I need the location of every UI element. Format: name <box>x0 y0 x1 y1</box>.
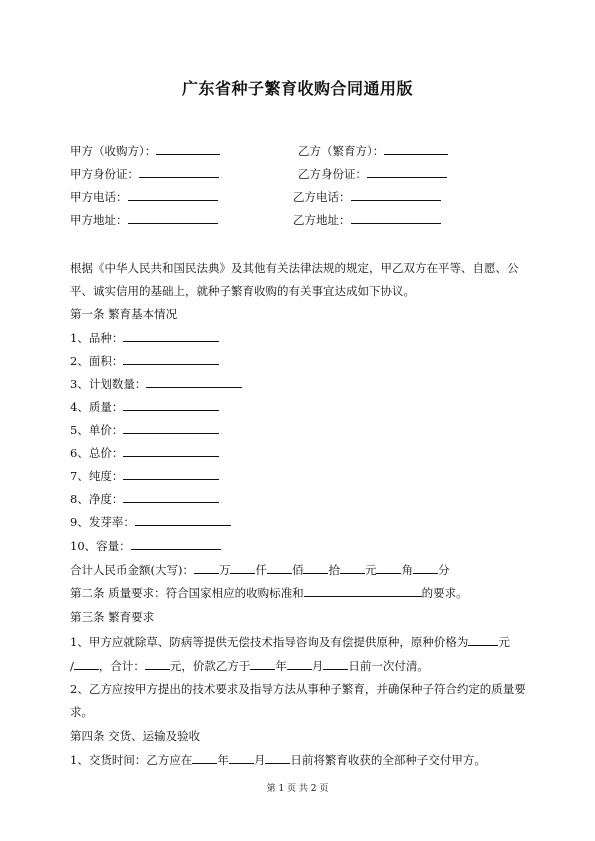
pay-day-blank[interactable] <box>323 658 348 670</box>
article2-standard-blank[interactable] <box>304 585 422 597</box>
item-variety <box>70 330 219 345</box>
payment-text: 元，价款乙方于 <box>169 659 251 673</box>
phone-b-label: 乙方电话： <box>293 190 351 204</box>
item-total-price-blank[interactable] <box>123 445 219 457</box>
item-variety-blank[interactable] <box>123 330 219 342</box>
per-unit-slash: / <box>70 659 74 673</box>
delivery-month-label: 月 <box>253 753 266 767</box>
item-quality <box>70 399 219 414</box>
party-b-blank[interactable] <box>384 143 448 155</box>
seed-price-unit: 元 <box>498 635 510 649</box>
article4-clause1 <box>70 752 486 767</box>
item-area <box>70 353 219 368</box>
id-a-blank[interactable] <box>139 166 219 178</box>
preamble: 根据《中华人民共和国民法典》及其他有关法律法规的规定，甲乙双方在平等、自愿、公平、诚实信用的基础上，就种子繁育收购的有关事宜达成如下协议。 <box>70 261 519 298</box>
id-a-line <box>70 166 219 181</box>
item-capacity-blank[interactable] <box>131 538 221 550</box>
pay-month-blank[interactable] <box>287 658 312 670</box>
item-cleanliness-label: 8、净度： <box>70 492 124 506</box>
amount-unit-fen: 分 <box>437 563 450 577</box>
item-capacity <box>70 538 221 553</box>
delivery-rest: 日前将繁育收获的全部种子交付甲方。 <box>290 753 486 767</box>
article2-suffix: 的要求。 <box>421 586 468 600</box>
item-purity <box>70 468 219 483</box>
delivery-text: 1、交货时间：乙方应在 <box>70 753 193 767</box>
id-b-label: 乙方身份证： <box>298 167 367 181</box>
amount-unit-shi: 拾 <box>328 563 340 577</box>
pay-month-label: 月 <box>311 659 324 673</box>
article3-clause2: 2、乙方应按甲方提出的技术要求及指导方法从事种子繁育，并确保种子符合约定的质量要求。 <box>70 682 526 719</box>
party-a-line <box>70 143 220 158</box>
article2-line <box>70 585 468 600</box>
item-unit-price-label: 5、单价： <box>70 423 124 437</box>
page-footer: 第 1 页 共 2 页 <box>266 784 329 794</box>
phone-a-blank[interactable] <box>128 189 218 201</box>
item-total-price <box>70 445 219 460</box>
item-area-blank[interactable] <box>123 353 219 365</box>
subtotal-blank[interactable] <box>145 658 170 670</box>
addr-a-label: 甲方地址： <box>70 213 128 227</box>
pay-day-label: 日前一次付清。 <box>348 659 429 673</box>
amount-wan-blank[interactable] <box>194 562 219 574</box>
id-a-label: 甲方身份证： <box>70 167 139 181</box>
phone-a-line <box>70 189 218 204</box>
addr-b-blank[interactable] <box>351 212 441 224</box>
article3-clause1-text: 1、甲方应就除草、防病等提供无偿技术指导咨询及有偿提供原种，原种价格为 <box>70 635 469 649</box>
article3-clause1-line1 <box>70 634 510 649</box>
addr-b-line <box>293 212 441 227</box>
item-unit-price-blank[interactable] <box>123 422 219 434</box>
addr-a-line <box>70 212 218 227</box>
page-title: 广东省种子繁育收购合同通用版 <box>181 79 413 98</box>
item-variety-label: 1、品种： <box>70 331 124 345</box>
item-quality-label: 4、质量： <box>70 400 124 414</box>
article4-heading: 第四条 交货、运输及验收 <box>70 729 201 743</box>
amount-unit-jiao: 角 <box>401 563 413 577</box>
article1-heading: 第一条 繁育基本情况 <box>70 307 178 321</box>
amount-unit-wan: 万 <box>218 563 231 577</box>
item-cleanliness <box>70 491 219 506</box>
addr-a-blank[interactable] <box>128 212 218 224</box>
item-germination-label: 9、发芽率： <box>70 515 135 529</box>
amount-label: 合计人民币金额(大写)： <box>70 563 194 577</box>
per-unit-blank[interactable] <box>74 658 99 670</box>
article2-prefix: 第二条 质量要求：符合国家相应的收购标准和 <box>70 586 304 600</box>
item-purity-blank[interactable] <box>123 468 219 480</box>
amount-unit-bai: 佰 <box>291 563 304 577</box>
item-germination <box>70 514 231 529</box>
phone-a-label: 甲方电话： <box>70 190 128 204</box>
delivery-day-blank[interactable] <box>265 752 290 764</box>
delivery-month-blank[interactable] <box>229 752 254 764</box>
amount-jiao-blank[interactable] <box>376 562 401 574</box>
amount-qian-blank[interactable] <box>230 562 255 574</box>
amount-bai-blank[interactable] <box>267 562 292 574</box>
party-b-line <box>298 143 448 158</box>
delivery-year-blank[interactable] <box>192 752 217 764</box>
item-purity-label: 7、纯度： <box>70 469 124 483</box>
phone-b-line <box>293 189 441 204</box>
id-b-blank[interactable] <box>367 166 447 178</box>
id-b-line <box>298 166 447 181</box>
article3-clause1-line2 <box>70 658 429 673</box>
item-quantity-label: 3、计划数量： <box>70 377 147 391</box>
amount-shi-blank[interactable] <box>303 562 328 574</box>
item-quality-blank[interactable] <box>123 399 219 411</box>
pay-year-blank[interactable] <box>250 658 275 670</box>
party-b-label: 乙方（繁育方）： <box>298 144 385 158</box>
pay-year-label: 年 <box>275 659 287 673</box>
amount-line <box>70 562 449 577</box>
amount-unit-qian: 仟 <box>255 563 267 577</box>
phone-b-blank[interactable] <box>351 189 441 201</box>
item-germination-blank[interactable] <box>135 514 231 526</box>
addr-b-label: 乙方地址： <box>293 213 351 227</box>
seed-price-blank[interactable] <box>468 634 498 646</box>
amount-fen-blank[interactable] <box>413 562 438 574</box>
subtotal-label: ，合计： <box>98 659 145 673</box>
item-unit-price <box>70 422 219 437</box>
party-a-blank[interactable] <box>156 143 220 155</box>
amount-unit-yuan: 元 <box>364 563 377 577</box>
item-total-price-label: 6、总价： <box>70 446 124 460</box>
item-capacity-label: 10、容量： <box>70 539 131 553</box>
party-a-label: 甲方（收购方）： <box>70 144 157 158</box>
item-area-label: 2、面积： <box>70 354 124 368</box>
item-quantity <box>70 376 242 391</box>
item-quantity-blank[interactable] <box>146 376 242 388</box>
delivery-year-label: 年 <box>217 753 229 767</box>
amount-yuan-blank[interactable] <box>340 562 365 574</box>
item-cleanliness-blank[interactable] <box>123 491 219 503</box>
article3-heading: 第三条 繁育要求 <box>70 610 155 624</box>
